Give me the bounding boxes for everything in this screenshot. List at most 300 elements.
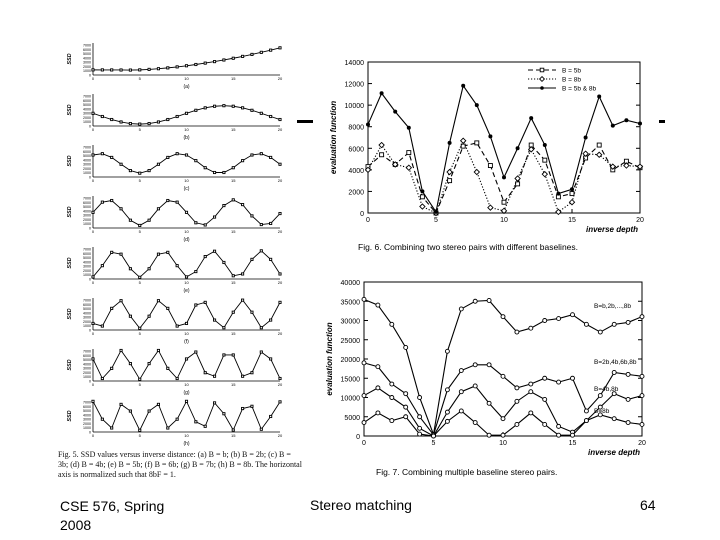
fig6-chart — [318, 50, 670, 260]
data-point — [376, 303, 380, 307]
fig5-y-tick-label: 3000 — [83, 366, 91, 371]
data-point — [148, 362, 150, 364]
data-point — [92, 112, 94, 114]
data-point — [260, 51, 262, 53]
data-point — [167, 307, 169, 309]
data-point — [260, 327, 262, 329]
data-point — [570, 192, 574, 196]
fig5-x-tick-label: 0 — [91, 76, 95, 81]
data-point — [223, 171, 225, 173]
data-point — [640, 422, 644, 426]
data-point — [120, 349, 122, 351]
fig5-x-tick-label: 10 — [184, 178, 189, 183]
fig5-x-tick-label: 15 — [231, 127, 236, 132]
data-point — [204, 301, 206, 303]
data-point — [362, 394, 366, 398]
data-point — [584, 419, 588, 423]
data-point — [475, 103, 479, 107]
fig5-y-tick-label: 0 — [89, 226, 91, 231]
data-point — [488, 205, 493, 210]
data-point — [270, 415, 272, 417]
fig5-panel — [67, 298, 283, 345]
data-point — [213, 375, 215, 377]
fig5-x-tick-label: 20 — [277, 127, 283, 132]
data-point — [129, 219, 131, 221]
fig5-x-tick-label: 0 — [91, 229, 95, 234]
fig5-y-tick-label: 6000 — [83, 251, 91, 256]
fig6-y-tick-label: 14000 — [344, 60, 364, 67]
data-point — [167, 427, 169, 429]
data-point — [176, 265, 178, 267]
fig5-x-tick-label: 10 — [184, 76, 189, 81]
data-point — [251, 53, 253, 55]
fig5-y-axis-label: SSD — [67, 257, 73, 269]
data-point — [204, 425, 206, 427]
data-point — [376, 365, 380, 369]
fig5-y-tick-label: 2000 — [83, 217, 91, 222]
fig5-y-tick-label: 1000 — [83, 273, 91, 278]
data-point — [270, 115, 272, 117]
fig5-x-tick-label: 0 — [91, 178, 95, 183]
fig5-y-tick-label: 5000 — [83, 256, 91, 261]
data-point — [185, 65, 187, 67]
fig7-series-label: B=4b,8b — [594, 386, 619, 393]
data-point — [404, 345, 408, 349]
data-point — [404, 392, 408, 396]
data-point — [570, 187, 574, 191]
data-point — [251, 258, 253, 260]
data-point — [232, 275, 234, 277]
fig5-y-tick-label: 3000 — [83, 213, 91, 218]
fig5-x-tick-label: 5 — [138, 127, 141, 132]
data-point — [129, 122, 131, 124]
data-point — [176, 115, 178, 117]
data-point — [390, 419, 394, 423]
data-point — [487, 401, 491, 405]
data-point — [640, 315, 644, 319]
fig6-y-tick-label: 4000 — [348, 167, 364, 175]
data-point — [195, 304, 197, 306]
data-point — [488, 164, 492, 168]
fig6-caption: Fig. 6. Combining two stereo pairs with different baselines. — [358, 242, 579, 252]
data-point — [148, 410, 150, 412]
fig5-x-tick-label: 5 — [138, 178, 141, 183]
data-point — [475, 141, 479, 145]
fig7-x-tick-label: 20 — [638, 440, 646, 447]
fig7-y-tick-label: 30000 — [340, 318, 360, 326]
data-point — [362, 361, 366, 365]
data-point — [92, 69, 94, 71]
fig5-x-tick-label: 20 — [277, 178, 283, 183]
fig5-y-tick-label: 7000 — [83, 43, 91, 48]
data-point — [502, 175, 506, 179]
data-point — [101, 115, 103, 117]
data-point — [176, 325, 178, 327]
footer-topic: Stereo matching — [310, 497, 412, 513]
fig6-y-tick-label: 8000 — [348, 124, 364, 132]
data-point — [501, 433, 505, 437]
data-point — [390, 382, 394, 386]
data-point — [571, 433, 575, 437]
fig7-series-line — [364, 363, 642, 435]
data-point — [556, 192, 560, 196]
fig5-x-tick-label: 20 — [277, 382, 283, 387]
data-point — [432, 434, 436, 438]
data-point — [213, 250, 215, 252]
fig5-x-tick-label: 15 — [231, 178, 236, 183]
fig5-y-tick-label: 3000 — [83, 315, 91, 320]
data-point — [213, 319, 215, 321]
fig5-y-tick-label: 4000 — [83, 107, 91, 112]
data-point — [176, 377, 178, 379]
fig6-y-tick-label: 6000 — [348, 146, 364, 154]
fig5-y-tick-label: 5000 — [83, 358, 91, 363]
data-point — [279, 47, 281, 49]
data-point — [157, 208, 159, 210]
fig6-legend-label: B = 5b — [562, 67, 581, 75]
fig5-y-tick-label: 3000 — [83, 417, 91, 422]
fig6-legend-label: B = 8b — [562, 76, 581, 84]
data-point — [157, 121, 159, 123]
data-point — [543, 158, 547, 162]
data-point — [101, 201, 103, 203]
data-point — [223, 354, 225, 356]
fig6-x-tick-label: 0 — [366, 217, 370, 224]
data-point — [612, 322, 616, 326]
data-point — [260, 428, 262, 430]
fig5-panel — [67, 247, 283, 294]
data-point — [101, 418, 103, 420]
fig5-y-tick-label: 4000 — [83, 209, 91, 214]
data-point — [223, 327, 225, 329]
fig5-x-tick-label: 20 — [277, 331, 283, 336]
data-point — [139, 327, 141, 329]
fig5-panel — [67, 43, 283, 90]
data-point — [120, 208, 122, 210]
data-point — [279, 163, 281, 165]
fig5-y-tick-label: 1000 — [83, 120, 91, 125]
fig5-y-tick-label: 5000 — [83, 52, 91, 57]
data-point — [445, 419, 449, 423]
data-point — [270, 49, 272, 51]
data-point — [242, 107, 244, 109]
fig5-x-tick-label: 10 — [184, 229, 189, 234]
data-point — [376, 386, 380, 390]
data-point — [111, 367, 113, 369]
fig5-caption: Fig. 5. SSD values versus inverse distance: (a) B = b; (b) B = 2b; (c) B = 3b; (d) B = 4b; (e) B = 5b; (f) B = 6b; (g) B = 7b; (h) B = 8b. The horizontal axis is normalized such that 8bF = 1. — [58, 450, 302, 479]
data-point — [167, 367, 169, 369]
data-point — [92, 276, 94, 278]
fig5-panel-label: (e) — [183, 288, 190, 294]
fig5-y-tick-label: 6000 — [83, 200, 91, 205]
fig7-series — [362, 361, 644, 437]
fig7-y-tick-label: 35000 — [340, 299, 360, 307]
fig6-plot-frame — [368, 62, 640, 213]
data-point — [260, 153, 262, 155]
data-point — [251, 215, 253, 217]
data-point — [584, 409, 588, 413]
data-point — [571, 376, 575, 380]
data-point — [557, 380, 561, 384]
data-point — [557, 433, 561, 437]
data-point — [542, 172, 547, 177]
data-point — [543, 397, 547, 401]
data-point — [111, 118, 113, 120]
data-point — [279, 401, 281, 403]
fig5-y-tick-label: 2000 — [83, 166, 91, 171]
data-point — [129, 268, 131, 270]
fig5-y-tick-label: 5000 — [83, 307, 91, 312]
data-point — [92, 400, 94, 402]
data-point — [129, 69, 131, 71]
fig5-y-tick-label: 7000 — [83, 196, 91, 201]
data-point — [232, 429, 234, 431]
data-point — [101, 265, 103, 267]
data-point — [157, 300, 159, 302]
data-point — [204, 62, 206, 64]
fig5-y-tick-label: 2000 — [83, 64, 91, 69]
data-point — [279, 377, 281, 379]
data-point — [232, 354, 234, 356]
data-point — [176, 418, 178, 420]
data-point — [626, 372, 630, 376]
fig5-y-axis-label: SSD — [67, 104, 73, 116]
data-point — [242, 299, 244, 301]
data-point — [638, 121, 642, 125]
data-point — [167, 67, 169, 69]
data-point — [366, 123, 370, 127]
data-point — [445, 410, 449, 414]
data-point — [242, 273, 244, 275]
data-point — [501, 315, 505, 319]
data-point — [270, 156, 272, 158]
fig5-x-tick-label: 0 — [91, 382, 95, 387]
data-point — [597, 143, 601, 147]
data-point — [176, 66, 178, 68]
data-point — [213, 216, 215, 218]
data-point — [270, 358, 272, 360]
data-point — [516, 146, 520, 150]
data-point — [404, 415, 408, 419]
data-point — [242, 375, 244, 377]
fig7-chart — [318, 270, 670, 485]
data-point — [270, 319, 272, 321]
data-point — [515, 399, 519, 403]
data-point — [445, 388, 449, 392]
data-point — [407, 126, 411, 130]
data-point — [598, 394, 602, 398]
fig5-y-tick-label: 1000 — [83, 171, 91, 176]
fig5-panel — [67, 196, 283, 243]
fig5-y-tick-label: 2000 — [83, 421, 91, 426]
data-point — [223, 59, 225, 61]
data-point — [232, 57, 234, 59]
data-point — [459, 409, 463, 413]
data-point — [251, 311, 253, 313]
fig5-y-tick-label: 6000 — [83, 302, 91, 307]
data-point — [279, 273, 281, 275]
fig5-panel — [67, 94, 283, 141]
data-point — [598, 330, 602, 334]
data-point — [640, 394, 644, 398]
data-point — [101, 69, 103, 71]
fig5-panel-label: (h) — [183, 441, 190, 447]
data-point — [362, 297, 366, 301]
data-point — [92, 154, 94, 156]
fig5-y-tick-label: 0 — [89, 379, 91, 384]
fig5-y-tick-label: 5000 — [83, 154, 91, 159]
data-point — [223, 204, 225, 206]
fig5-ssd-panels — [55, 35, 300, 470]
data-point — [129, 315, 131, 317]
fig5-y-tick-label: 4000 — [83, 311, 91, 316]
fig7-y-tick-label: 10000 — [340, 395, 360, 403]
data-point — [445, 349, 449, 353]
fig5-y-axis-label: SSD — [67, 359, 73, 371]
fig5-y-tick-label: 0 — [89, 73, 91, 78]
data-point — [270, 222, 272, 224]
data-point — [260, 112, 262, 114]
fig5-y-tick-label: 5000 — [83, 409, 91, 414]
data-point — [185, 211, 187, 213]
data-point — [232, 199, 234, 201]
fig5-panel-label: (a) — [183, 84, 190, 90]
fig5-y-tick-label: 1000 — [83, 222, 91, 227]
data-point — [167, 251, 169, 253]
fig5-panel — [67, 400, 283, 447]
data-point — [501, 374, 505, 378]
data-point — [111, 156, 113, 158]
fig5-panel — [67, 349, 283, 396]
data-point — [139, 172, 141, 174]
data-point — [420, 204, 425, 209]
data-point — [418, 396, 422, 400]
data-point — [157, 68, 159, 70]
data-point — [473, 384, 477, 388]
data-point — [459, 307, 463, 311]
data-point — [407, 151, 411, 155]
fig5-x-tick-label: 10 — [184, 127, 189, 132]
fig5-y-tick-label: 2000 — [83, 115, 91, 120]
data-point — [129, 410, 131, 412]
data-point — [157, 163, 159, 165]
data-point — [92, 322, 94, 324]
data-point — [515, 422, 519, 426]
fig5-y-tick-label: 7000 — [83, 145, 91, 150]
fig5-y-tick-label: 3000 — [83, 162, 91, 167]
data-point — [139, 69, 141, 71]
fig5-panel — [67, 145, 283, 192]
data-point — [139, 429, 141, 431]
data-point — [380, 91, 384, 95]
data-point — [543, 422, 547, 426]
data-point — [223, 413, 225, 415]
fig5-x-tick-label: 5 — [138, 280, 141, 285]
data-point — [488, 134, 492, 138]
data-point — [120, 403, 122, 405]
fig5-y-tick-label: 1000 — [83, 426, 91, 431]
data-point — [223, 261, 225, 263]
data-point — [418, 432, 422, 436]
data-point — [92, 358, 94, 360]
fig5-x-tick-label: 15 — [231, 331, 236, 336]
data-point — [459, 369, 463, 373]
data-point — [204, 167, 206, 169]
footer-page-number: 64 — [640, 497, 656, 513]
data-point — [213, 61, 215, 63]
data-point — [251, 405, 253, 407]
fig5-y-axis-label: SSD — [67, 155, 73, 167]
data-point — [487, 298, 491, 302]
data-point — [148, 122, 150, 124]
footer-course: CSE 576, Spring 2008 — [60, 498, 165, 533]
data-point — [487, 363, 491, 367]
fig5-x-tick-label: 10 — [184, 331, 189, 336]
fig5-y-tick-label: 6000 — [83, 353, 91, 358]
fig6-x-tick-label: 5 — [434, 217, 438, 224]
fig5-x-tick-label: 0 — [91, 331, 95, 336]
data-point — [390, 322, 394, 326]
data-point — [540, 86, 544, 90]
fig5-y-tick-label: 4000 — [83, 158, 91, 163]
data-point — [626, 421, 630, 425]
data-point — [232, 167, 234, 169]
fig5-x-tick-label: 15 — [231, 229, 236, 234]
fig7-y-tick-label: 40000 — [340, 280, 360, 287]
fig7-x-axis-label: inverse depth — [587, 448, 640, 457]
data-point — [448, 141, 452, 145]
fig6-x-tick-label: 10 — [500, 217, 508, 224]
data-point — [459, 390, 463, 394]
data-point — [204, 255, 206, 257]
data-point — [120, 163, 122, 165]
data-point — [279, 212, 281, 214]
fig6-x-tick-label: 15 — [568, 217, 576, 224]
fig5-y-axis-label: SSD — [67, 410, 73, 422]
data-point — [640, 374, 644, 378]
fig7-y-tick-label: 25000 — [340, 337, 360, 345]
data-point — [260, 223, 262, 225]
data-point — [540, 77, 545, 82]
data-point — [540, 68, 544, 72]
data-point — [185, 358, 187, 360]
fig7-x-tick-label: 0 — [362, 440, 366, 447]
data-point — [111, 427, 113, 429]
fig5-x-tick-label: 0 — [91, 127, 95, 132]
data-point — [543, 376, 547, 380]
data-point — [584, 322, 588, 326]
data-point — [529, 411, 533, 415]
fig6-x-tick-label: 20 — [636, 217, 644, 224]
data-point — [473, 363, 477, 367]
data-point — [120, 253, 122, 255]
data-point — [626, 320, 630, 324]
fig5-y-tick-label: 4000 — [83, 362, 91, 367]
data-point — [529, 382, 533, 386]
fig5-x-tick-label: 15 — [231, 280, 236, 285]
fig5-y-tick-label: 4000 — [83, 260, 91, 265]
data-point — [362, 421, 366, 425]
data-point — [529, 326, 533, 330]
data-point — [195, 270, 197, 272]
data-point — [111, 251, 113, 253]
fig5-y-tick-label: 4000 — [83, 56, 91, 61]
fig5-y-tick-label: 0 — [89, 328, 91, 333]
data-point — [251, 109, 253, 111]
data-point — [213, 105, 215, 107]
data-point — [139, 276, 141, 278]
fig5-panel-label: (g) — [183, 390, 190, 396]
